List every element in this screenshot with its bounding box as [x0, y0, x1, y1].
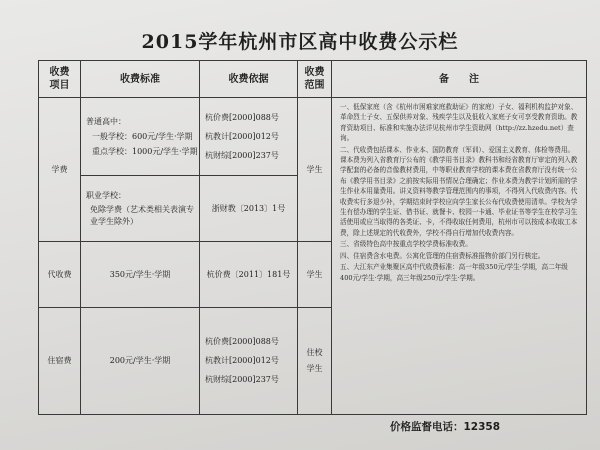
- note-1: 一、低保家庭（含《杭州市困难家庭救助证》的家庭）子女、福利机构监护对象、革命烈士子女、五保供养对象、残疾学生以及低收入家庭子女可享受教育资助。教育资助项目、标准和实施办法详见杭州市学生资助网（http://zz.hzedu.net）查询。: [340, 103, 578, 143]
- lodging-standard: 200元/学生·学期: [81, 308, 200, 415]
- lodging-basis: 杭价费[2000]088号 杭教计[2000]012号 杭财综[2000]237号: [200, 308, 298, 415]
- tuition-scope: 学生: [298, 98, 332, 242]
- agency-scope: 学生: [298, 242, 332, 308]
- tuition-item: 学费: [39, 98, 81, 242]
- agency-standard: 350元/学生·学期: [81, 242, 200, 308]
- tuition-row: [39, 98, 587, 176]
- header-basis: 收费依据: [200, 61, 298, 98]
- agency-basis: 杭价费〔2011〕181号: [200, 242, 298, 308]
- tuition-general-basis: 杭价费[2000]088号 杭教计[2000]012号 杭财综[2000]237号: [200, 98, 298, 176]
- page-title: 2015学年杭州市区高中收费公示栏: [141, 31, 459, 53]
- fee-table: [38, 60, 587, 415]
- header-item: 收费 项目: [39, 61, 81, 98]
- note-2: 二、代收费包括课本、作业本、国防教育（军训）、爱国主义教育、体检等费用。课本费为列入省教育厅公布的《教学用书目录》教科书和经省教育厅审定的列入教学配套的必备的音像教材费用，中等职业教育学校的课本费在省教育厅没有统一公布《教学用书目录》之前按实际用书情况合理确定；作业本费为教学计划所需的学生作业本用量费用。讲义资料等教学管理范围内的事项，不得列入代收费内容。代收费实行多退少补，学期结束时学校应向学生家长公布代收费使用清单。学校为学生有偿办理的学生证、借书证、就餐卡、校园一卡通、毕业证书等学生在校学习生活使用或应当取得的各类证、卡，不得收取任何费用，杭州市可以按成本收取工本费，除上述规定的代收费外，学校不得自行增加代收费内容。: [340, 145, 578, 237]
- header-remarks: 备 注: [332, 61, 587, 98]
- agency-item: 代收费: [39, 242, 81, 308]
- note-3: 三、省级特色高中按重点学校学费标准收费。: [340, 240, 472, 249]
- header-scope: 收费 范围: [298, 61, 332, 98]
- note-4: 四、住宿费含水电费。公寓化管理的住宿费标准报物价部门另行核定。: [340, 251, 545, 260]
- header-standard: 收费标准: [81, 61, 200, 98]
- note-5: 五、大江东产业集聚区高中代收费标准：高一年级350元/学生·学期，高二年级400元/学生·学期，高三年级250元/学生·学期。: [340, 263, 568, 282]
- remarks-cell: [332, 98, 587, 415]
- price-hotline: 价格监督电话：12358: [390, 421, 501, 433]
- lodging-scope: 住校 学生: [298, 308, 332, 415]
- header-row: [39, 61, 587, 98]
- tuition-general-standard: 普通高中： 一般学校：600元/学生·学期 重点学校：1000元/学生·学期: [81, 98, 200, 176]
- lodging-item: 住宿费: [39, 308, 81, 415]
- tuition-vocational-basis: 浙财教〔2013〕1号: [200, 176, 298, 242]
- tuition-vocational-standard: 职业学校： 免除学费（艺术类相关表演专 业学生除外）: [81, 176, 200, 242]
